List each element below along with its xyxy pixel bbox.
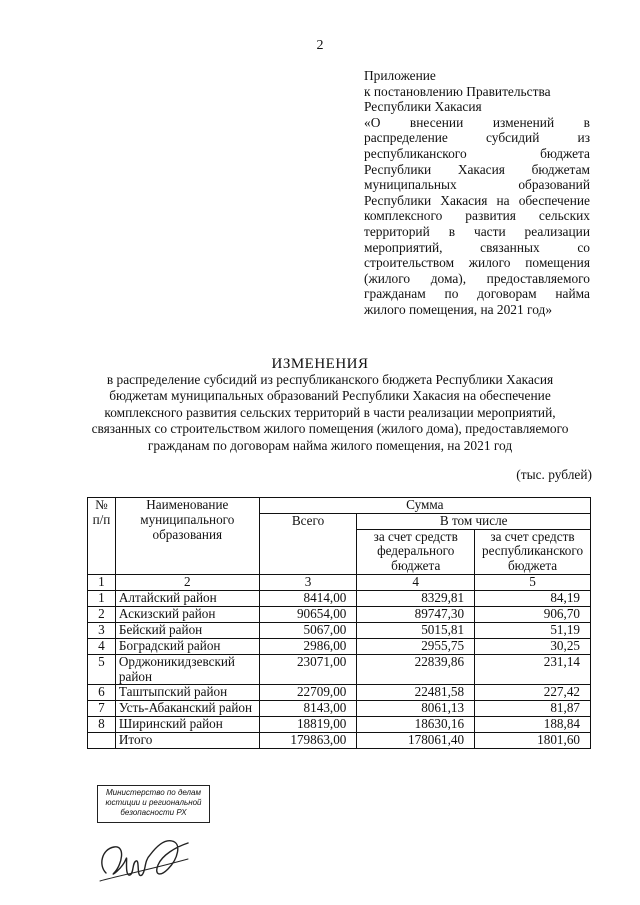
- table-row: [88, 638, 591, 654]
- row-total: 90654,00: [259, 606, 357, 622]
- index-cell: 3: [259, 574, 357, 590]
- table-row: [88, 590, 591, 606]
- header-name: Наименование муниципального образования: [115, 498, 259, 575]
- row-republic: 81,87: [475, 701, 591, 717]
- row-total: 8143,00: [259, 701, 357, 717]
- appendix-line: республиканского бюджета: [364, 145, 590, 161]
- row-number: 3: [88, 622, 116, 638]
- header-republic: за счет средств республиканского бюджета: [475, 529, 591, 574]
- header-including: В том числе: [357, 513, 591, 529]
- row-total: 23071,00: [259, 654, 357, 685]
- header-total: Всего: [259, 513, 357, 574]
- stamp-line: безопасности РХ: [120, 808, 187, 817]
- appendix-line: комплексного развития сельских: [364, 208, 590, 224]
- ministry-stamp: [97, 785, 210, 823]
- appendix-line: гражданам по договорам найма: [364, 286, 590, 302]
- document-subtitle: [80, 372, 580, 454]
- row-total: 22709,00: [259, 685, 357, 701]
- row-name: Алтайский район: [115, 590, 259, 606]
- appendix-block: [364, 68, 590, 318]
- appendix-line: к постановлению Правительства: [364, 83, 551, 99]
- row-republic: 227,42: [475, 685, 591, 701]
- appendix-line: (жилого дома), предоставляемого: [364, 270, 590, 286]
- page-number: 2: [316, 38, 324, 53]
- row-total: 2986,00: [259, 638, 357, 654]
- total-republic: 1801,60: [475, 733, 591, 749]
- table-row: [88, 654, 591, 685]
- stamp-line: Министерство по делам: [106, 788, 201, 797]
- table-row: [88, 622, 591, 638]
- appendix-line: Республики Хакасия бюджетам: [364, 161, 590, 177]
- appendix-line: строительством жилого помещения: [364, 255, 590, 271]
- row-name: Орджоникидзевский район: [115, 654, 259, 685]
- row-total: 5067,00: [259, 622, 357, 638]
- units-label: (тыс. рублей): [516, 467, 592, 482]
- appendix-line: Приложение: [364, 68, 436, 83]
- row-republic: 84,19: [475, 590, 591, 606]
- row-name: Ширинский район: [115, 717, 259, 733]
- row-federal: 8329,81: [357, 590, 475, 606]
- stamp-line: юстиции и региональной: [105, 798, 202, 807]
- total-row: [88, 733, 591, 749]
- table-row: [88, 701, 591, 717]
- table-row: [88, 717, 591, 733]
- subtitle-line: в распределение субсидий из республиканского бюджета Республики Хакасия: [106, 372, 554, 387]
- index-cell: 5: [475, 574, 591, 590]
- row-total: 18819,00: [259, 717, 357, 733]
- appendix-line: мероприятий, связанных со: [364, 239, 590, 255]
- appendix-line: жилого помещения, на 2021 год»: [364, 301, 553, 317]
- row-republic: 51,19: [475, 622, 591, 638]
- row-number: 4: [88, 638, 116, 654]
- row-number: 2: [88, 606, 116, 622]
- subtitle-line: гражданам по договорам найма жилого помещения, на 2021 год: [147, 437, 513, 453]
- subtitle-line: связанных со строительством жилого помещения (жилого дома), предоставляемого: [91, 421, 569, 437]
- row-federal: 18630,16: [357, 717, 475, 733]
- appendix-line: муниципальных образований: [364, 177, 590, 193]
- appendix-line: Республики Хакасия: [364, 99, 482, 115]
- appendix-line: распределение субсидий из: [364, 130, 590, 146]
- header-federal: за счет средств федерального бюджета: [357, 529, 475, 574]
- row-federal: 22839,86: [357, 654, 475, 685]
- row-republic: 188,84: [475, 717, 591, 733]
- row-number: 8: [88, 717, 116, 733]
- row-republic: 30,25: [475, 638, 591, 654]
- index-cell: 4: [357, 574, 475, 590]
- subsidy-table: [87, 497, 591, 749]
- row-federal: 2955,75: [357, 638, 475, 654]
- total-federal: 178061,40: [357, 733, 475, 749]
- row-name: Боградский район: [115, 638, 259, 654]
- row-republic: 906,70: [475, 606, 591, 622]
- table-row: [88, 685, 591, 701]
- table-row: [88, 606, 591, 622]
- header-num: № п/п: [88, 498, 116, 575]
- row-federal: 22481,58: [357, 685, 475, 701]
- signature-image: [92, 825, 202, 895]
- index-cell: 2: [115, 574, 259, 590]
- index-cell: 1: [88, 574, 116, 590]
- row-republic: 231,14: [475, 654, 591, 685]
- total-label: Итого: [115, 733, 259, 749]
- row-total: 8414,00: [259, 590, 357, 606]
- appendix-line: «О внесении изменений в: [364, 114, 590, 130]
- row-name: Аскизский район: [115, 606, 259, 622]
- row-name: Бейский район: [115, 622, 259, 638]
- total-sum: 179863,00: [259, 733, 357, 749]
- index-row: [88, 574, 591, 590]
- header-sum: Сумма: [259, 498, 590, 514]
- row-number: 1: [88, 590, 116, 606]
- subtitle-line: бюджетам муниципальных образований Республики Хакасия на обеспечение: [109, 388, 551, 404]
- row-number: 6: [88, 685, 116, 701]
- appendix-line: Республики Хакасия на обеспечение: [364, 192, 590, 208]
- row-federal: 5015,81: [357, 622, 475, 638]
- appendix-line: территорий в части реализации: [364, 223, 590, 239]
- row-federal: 8061,13: [357, 701, 475, 717]
- document-heading: ИЗМЕНЕНИЯ: [271, 356, 369, 372]
- subtitle-line: комплексного развития сельских территорий в части реализации мероприятий,: [104, 404, 556, 420]
- row-name: Таштыпский район: [115, 685, 259, 701]
- row-number: 7: [88, 701, 116, 717]
- row-federal: 89747,30: [357, 606, 475, 622]
- row-name: Усть-Абаканский район: [115, 701, 259, 717]
- row-number: 5: [88, 654, 116, 685]
